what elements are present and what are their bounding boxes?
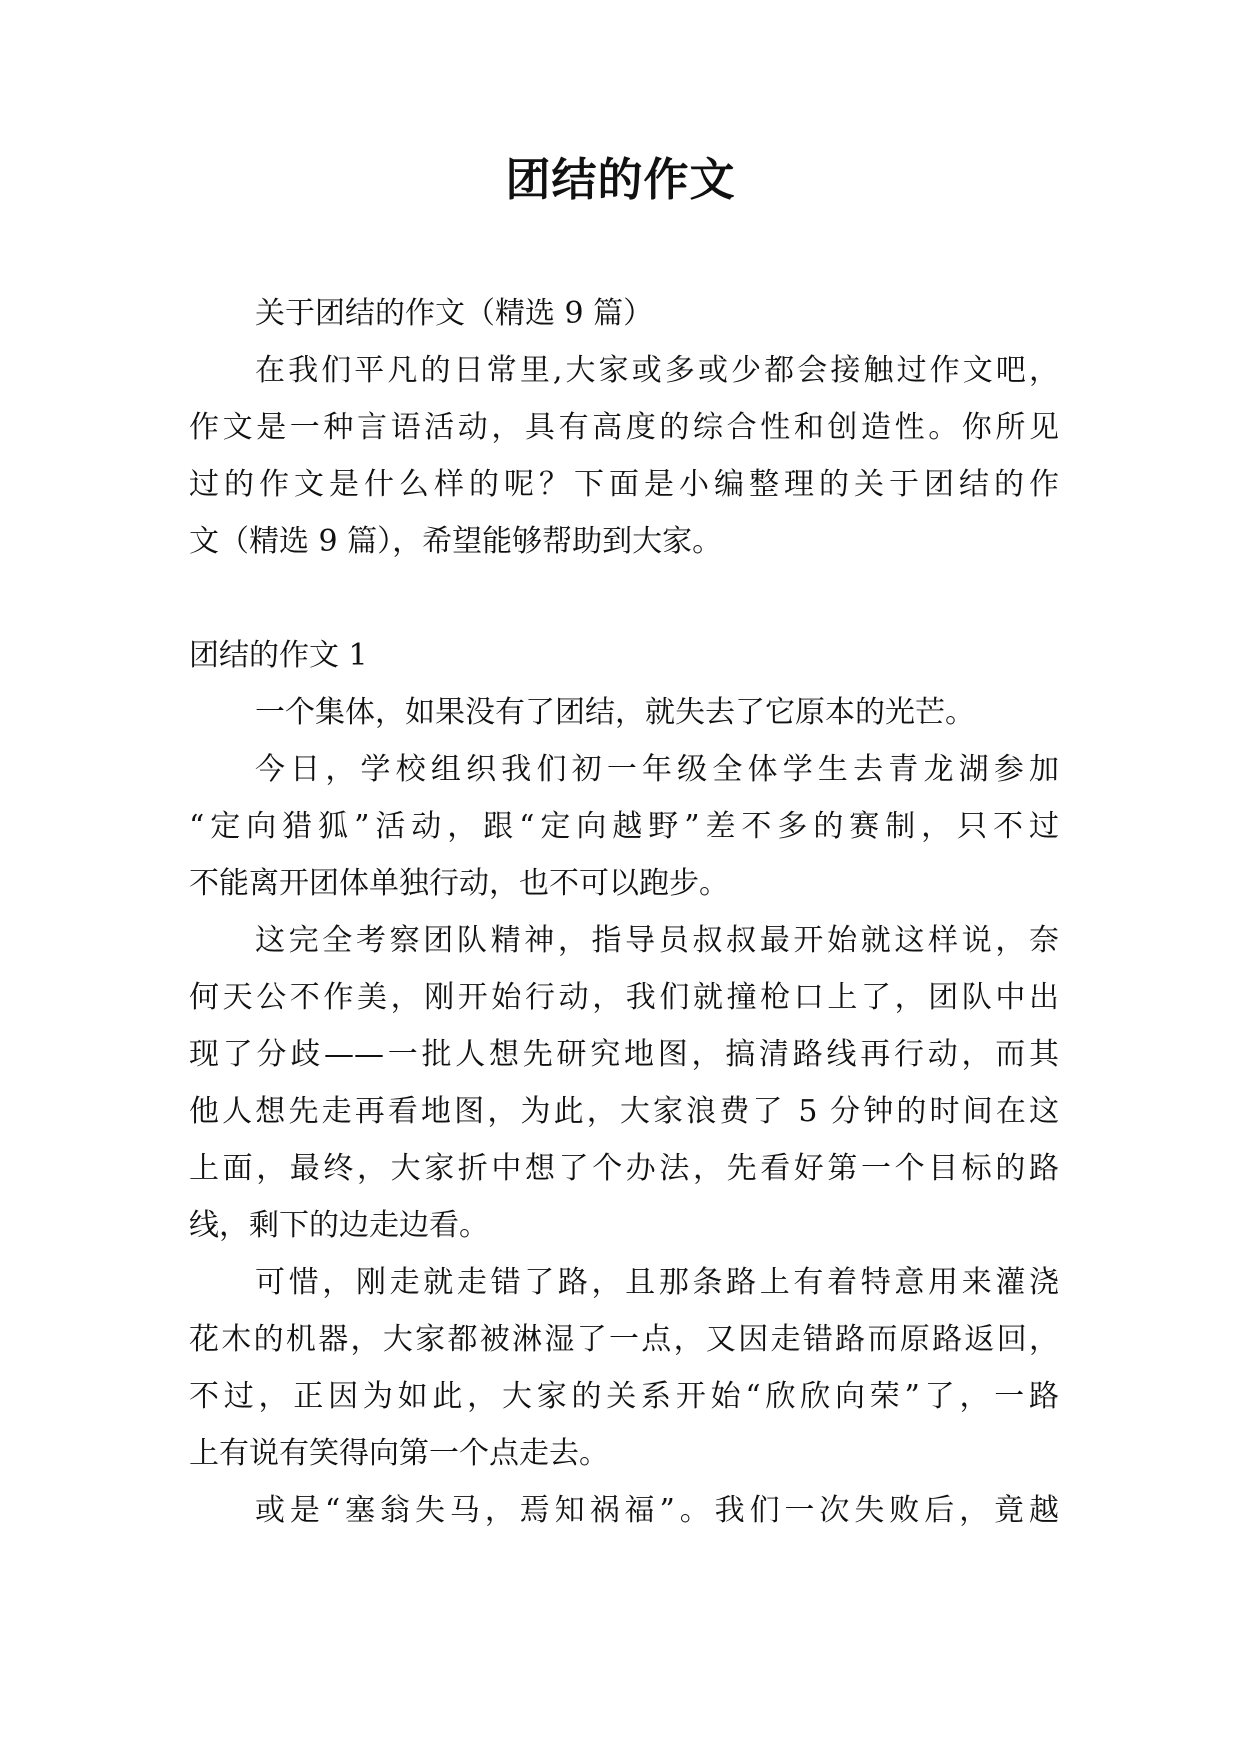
section-spacer bbox=[189, 570, 1059, 627]
document-title: 团结的作文 bbox=[505, 153, 736, 206]
paragraph-line: 在我们平凡的日常里,大家或多或少都会接触过作文吧， bbox=[255, 353, 1059, 388]
document-body bbox=[189, 285, 1059, 1539]
paragraph-line: 过的作文是什么样的呢？下面是小编整理的关于团结的作 bbox=[189, 467, 1059, 502]
paragraph-line: 上面，最终，大家折中想了个办法，先看好第一个目标的路 bbox=[189, 1151, 1059, 1186]
paragraph-line: 现了分歧——一批人想先研究地图，搞清路线再行动，而其 bbox=[189, 1037, 1059, 1072]
paragraph-line: 今日，学校组织我们初一年级全体学生去青龙湖参加 bbox=[255, 752, 1059, 787]
paragraph-line: 或是“塞翁失马，焉知祸福”。我们一次失败后，竟越 bbox=[255, 1493, 1059, 1528]
intro-heading: 关于团结的作文（精选 9 篇） bbox=[255, 296, 654, 331]
paragraph-line: 作文是一种言语活动，具有高度的综合性和创造性。你所见 bbox=[189, 410, 1059, 445]
paragraph-line: 可惜，刚走就走错了路，且那条路上有着特意用来灌浇 bbox=[255, 1265, 1059, 1300]
section-heading: 团结的作文 1 bbox=[189, 638, 368, 673]
paragraph-line: 他人想先走再看地图，为此，大家浪费了 5 分钟的时间在这 bbox=[189, 1094, 1059, 1129]
paragraph-line: 这完全考察团队精神，指导员叔叔最开始就这样说，奈 bbox=[255, 923, 1059, 958]
paragraph-line: 线，剩下的边走边看。 bbox=[189, 1208, 489, 1243]
paragraph-line: 文（精选 9 篇），希望能够帮助到大家。 bbox=[189, 524, 723, 559]
paragraph-line: 一个集体，如果没有了团结，就失去了它原本的光芒。 bbox=[255, 695, 975, 730]
paragraph-line: “定向猎狐”活动，跟“定向越野”差不多的赛制，只不过 bbox=[189, 809, 1059, 844]
paragraph-line: 上有说有笑得向第一个点走去。 bbox=[189, 1436, 609, 1471]
paragraph-line: 何天公不作美，刚开始行动，我们就撞枪口上了，团队中出 bbox=[189, 980, 1059, 1015]
paragraph-line: 不能离开团体单独行动，也不可以跑步。 bbox=[189, 866, 729, 901]
paragraph-line: 不过，正因为如此，大家的关系开始“欣欣向荣”了，一路 bbox=[189, 1379, 1059, 1414]
paragraph-line: 花木的机器，大家都被淋湿了一点，又因走错路而原路返回， bbox=[189, 1322, 1059, 1357]
